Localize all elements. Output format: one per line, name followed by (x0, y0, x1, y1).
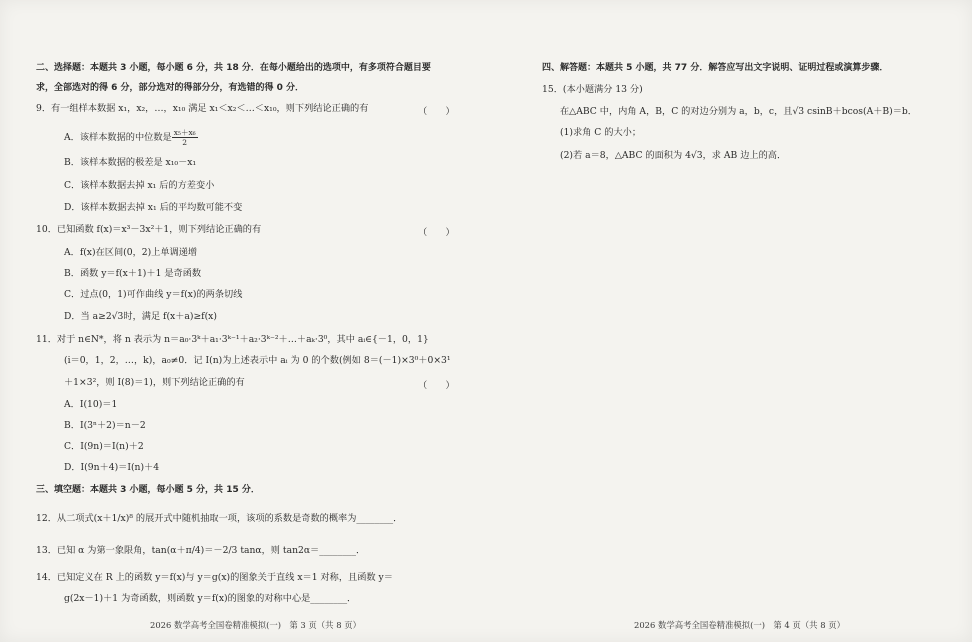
q14-text-line1: 14．已知定义在 R 上的函数 y＝f(x)与 y＝g(x)的图象关于直线 x＝1 对称，且函数 y＝ (36, 572, 393, 583)
q9-option-d: D．该样本数据去掉 x₁ 后的平均数可能不变 (64, 202, 243, 213)
right-page-footer: 2026 数学高考全国卷精准模拟(一) 第 4 页（共 8 页） (634, 620, 845, 630)
section-3-title: 三、填空题：本题共 3 小题，每小题 5 分，共 15 分． (36, 485, 260, 495)
q9-stem: 9．有一组样本数据 x₁，x₂，…，x₁₀ 满足 x₁＜x₂＜…＜x₁₀，则下列结论正确的有 (36, 103, 369, 114)
q11-option-c: C．I(9n)＝I(n)＋2 (64, 441, 144, 452)
q10-option-b: B．函数 y＝f(x＋1)＋1 是奇函数 (64, 268, 202, 279)
q11-option-b: B．I(3ⁿ＋2)＝n－2 (64, 420, 146, 431)
q12-text: 12．从二项式(x＋1/x)⁸ 的展开式中随机抽取一项，该项的系数是奇数的概率为________． (36, 513, 403, 524)
left-page-footer: 2026 数学高考全国卷精准模拟(一) 第 3 页（共 8 页） (150, 620, 361, 630)
q10-option-d: D．当 a≥2√3时，满足 f(x＋a)≥f(x) (64, 311, 217, 322)
right-page (486, 0, 972, 642)
q11-stem-line2: (i＝0，1，2，…，k)，a₀≠0．记 I(n)为上述表示中 aᵢ 为 0 的个数(例如 8＝(－1)×3⁰＋0×3¹ (64, 355, 451, 366)
q11-option-d: D．I(9n＋4)＝I(n)＋4 (64, 462, 160, 473)
q11-answer-paren: （ ） (418, 380, 455, 391)
q9-option-b: B．该样本数据的极差是 x₁₀－x₁ (64, 157, 197, 168)
section-2-title-line1: 二、选择题：本题共 3 小题，每小题 6 分，共 18 分．在每小题给出的选项中，有多项符合题目要 (36, 63, 431, 73)
q11-option-a: A．I(10)＝1 (64, 399, 118, 410)
q15-part-1: (1)求角 C 的大小； (560, 127, 642, 138)
section-4-title: 四、解答题：本题共 5 小题，共 77 分．解答应写出文字说明、证明过程或演算步骤． (542, 63, 889, 73)
q14-text-line2: g(2x－1)＋1 为奇函数，则函数 y＝f(x)的图象的对称中心是________． (64, 593, 357, 604)
q10-option-c: C．过点(0，1)可作曲线 y＝f(x)的两条切线 (64, 289, 243, 300)
q11-stem-line1: 11．对于 n∈N*，将 n 表示为 n＝a₀·3ᵏ＋a₁·3ᵏ⁻¹＋a₂·3ᵏ⁻²＋…＋aₖ·3⁰，其中 aᵢ∈{－1，0，1} (36, 334, 429, 345)
q11-stem-line3: ＋1×3²，则 I(8)＝1)，则下列结论正确的有 (64, 377, 245, 388)
section-2-title-line2: 求，全部选对的得 6 分，部分选对的得部分分，有选错的得 0 分． (36, 83, 305, 93)
q9-option-a (64, 128, 198, 147)
q9-answer-paren: （ ） (418, 106, 455, 117)
q9-option-a-text: A．该样本数据的中位数是 (64, 132, 172, 143)
median-fraction: $\frac{\text{x₅＋x₆}}{2}$ (173, 128, 196, 147)
q15-part-2: (2)若 a＝8，△ABC 的面积为 4√3，求 AB 边上的高． (560, 150, 787, 161)
q9-option-c: C．该样本数据去掉 x₁ 后的方差变小 (64, 180, 215, 191)
q10-stem: 10．已知函数 f(x)＝x³－3x²＋1，则下列结论正确的有 (36, 224, 262, 235)
q15-header: 15．(本小题满分 13 分) (542, 84, 643, 95)
q15-stem: 在△ABC 中，内角 A，B，C 的对边分别为 a，b，c，且√3 csinB＋bcos(A＋B)＝b． (560, 106, 917, 117)
q10-answer-paren: （ ） (418, 227, 455, 238)
q13-text: 13．已知 α 为第一象限角，tan(α＋π/4)＝－2/3 tanα，则 tan2α＝________． (36, 545, 366, 556)
q10-option-a: A．f(x)在区间(0，2)上单调递增 (64, 247, 198, 258)
